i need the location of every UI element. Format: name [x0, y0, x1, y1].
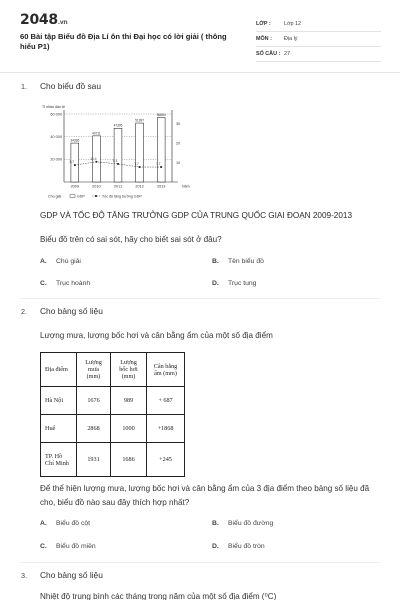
question-heading: Cho bảng số liệu	[40, 306, 103, 316]
table-cell: Huế	[41, 415, 77, 443]
y2-tick-label: 10	[176, 160, 181, 165]
question-number: 2.	[21, 307, 27, 316]
table-cell: +1868	[147, 415, 185, 443]
question-text: Để thể hiện lượng mưa, lượng bốc hơi và cân bằng ẩm của 3 địa điểm theo bảng số liệu đã cho, biểu đồ nào sau đây thích hợp nhất?	[40, 484, 370, 507]
question-number: 3.	[21, 571, 27, 580]
meta-key: SỐ CÂU :	[256, 51, 281, 57]
growth-point	[117, 163, 119, 165]
table-cell: 1000	[111, 415, 147, 443]
table-cell: 989	[111, 387, 147, 415]
meta-key: LỚP :	[256, 21, 271, 27]
legend-label-growth: Tốc độ tăng trưởng GDP	[102, 194, 142, 199]
legend-title: Chú giải	[48, 194, 62, 199]
table-cell: 1686	[111, 443, 147, 477]
gdp-chart	[38, 100, 198, 208]
y2-tick-label: 20	[176, 141, 181, 146]
table-header-cell: Địa điểm	[41, 353, 77, 387]
meta-value: 27	[284, 51, 290, 57]
meta-value: Địa lý	[284, 36, 298, 42]
bar-data-label: 40711	[92, 131, 101, 136]
question-separator	[20, 298, 380, 299]
data-table	[40, 352, 185, 477]
x-tick-label: 2012	[135, 184, 144, 189]
growth-point	[139, 166, 141, 168]
meta-row-subject	[256, 32, 381, 47]
bar-data-label: 51997	[135, 118, 145, 123]
bar	[136, 123, 144, 182]
growth-point	[74, 164, 76, 166]
growth-data-label: 8,7	[69, 160, 75, 165]
table-header-cell: Cân bằng ẩm (mm)	[147, 353, 185, 387]
growth-data-label: 7,7	[155, 162, 161, 167]
table-header-row	[41, 353, 185, 387]
table-cell: Hà Nội	[41, 387, 77, 415]
header-divider	[0, 72, 400, 73]
meta-key: MÔN :	[256, 36, 272, 42]
y-axis-label: Tỉ nhân dân tệ	[42, 105, 65, 109]
option-d[interactable]: D. Trục tung	[212, 280, 257, 287]
table-row	[41, 387, 185, 415]
question-text: Biểu đồ trên có sai sót, hãy cho biết sai sót ở đâu?	[40, 235, 222, 244]
y2-tick-label: 30	[176, 122, 181, 127]
x-tick-label: 2011	[113, 184, 123, 189]
option-b[interactable]: B. Tên biểu đồ	[212, 258, 264, 265]
table-cell: 1676	[77, 387, 111, 415]
question-heading: Cho bảng số liệu	[40, 570, 103, 580]
y-tick-label: 60 000	[50, 112, 62, 117]
option-c[interactable]: C. Biểu đồ miền	[40, 543, 96, 550]
table-cell: 1931	[77, 443, 111, 477]
x-axis-label: Năm	[182, 184, 190, 189]
document-title: 60 Bài tập Biểu đồ Địa Lí ôn thi Đại học có lời giải ( thông hiểu P1)	[20, 32, 227, 51]
meta-panel	[256, 17, 381, 62]
table-row	[41, 415, 185, 443]
growth-point	[96, 161, 98, 163]
option-d[interactable]: D. Biểu đồ tròn	[212, 543, 265, 550]
table-cell: + 687	[147, 387, 185, 415]
x-tick-label: 2013	[156, 184, 166, 189]
growth-point	[160, 166, 162, 168]
chart-caption: GDP VÀ TỐC ĐỘ TĂNG TRƯỞNG GDP CỦA TRUNG QUỐC GIAI ĐOẠN 2009-2013	[40, 211, 353, 220]
table-header-cell: Lượng bốc hơi (mm)	[111, 353, 147, 387]
meta-value: Lớp 12	[284, 21, 302, 27]
bar	[157, 118, 165, 182]
bar-data-label: 47395	[113, 123, 123, 128]
growth-data-label: 10,4	[90, 156, 97, 161]
question-number: 1.	[21, 82, 27, 91]
bar-data-label: 56884	[156, 112, 166, 117]
meta-row-class	[256, 17, 381, 32]
bar	[114, 128, 122, 182]
site-logo[interactable]: 2048.vn	[20, 12, 68, 28]
question-heading: Cho biểu đồ sau	[40, 81, 101, 91]
table-cell: TP. Hồ Chí Minh	[41, 443, 77, 477]
table-header-cell: Lượng mưa (mm)	[77, 353, 111, 387]
growth-data-label: 9,3	[112, 158, 118, 163]
question-separator	[20, 562, 380, 563]
legend-swatch-bar	[70, 195, 75, 198]
legend-swatch-point	[95, 195, 97, 197]
table-cell: 2868	[77, 415, 111, 443]
table-caption: Lượng mưa, lượng bốc hơi và cân bằng ẩm của một số địa điểm	[40, 331, 273, 340]
option-c[interactable]: C. Trục hoành	[40, 280, 91, 287]
option-a[interactable]: A. Biểu đồ cột	[40, 520, 91, 527]
table-row	[41, 443, 185, 477]
x-tick-label: 2009	[70, 184, 80, 189]
legend-label-gdp: GDP	[77, 194, 85, 199]
y-tick-label: 20 000	[50, 157, 62, 162]
bar-data-label: 34336	[70, 138, 80, 143]
option-a[interactable]: A. Chú giải	[40, 258, 81, 265]
option-b[interactable]: B. Biểu đồ đường	[212, 520, 274, 527]
x-tick-label: 2010	[92, 184, 101, 189]
growth-data-label: 7,7	[134, 162, 139, 167]
meta-row-count	[256, 47, 381, 62]
table-cell: +245	[147, 443, 185, 477]
page-header	[0, 0, 400, 72]
y-tick-label: 40 000	[50, 134, 62, 139]
table-caption: Nhiệt độ trung bình các tháng trong năm của một số địa điểm (⁰C)	[40, 592, 277, 600]
